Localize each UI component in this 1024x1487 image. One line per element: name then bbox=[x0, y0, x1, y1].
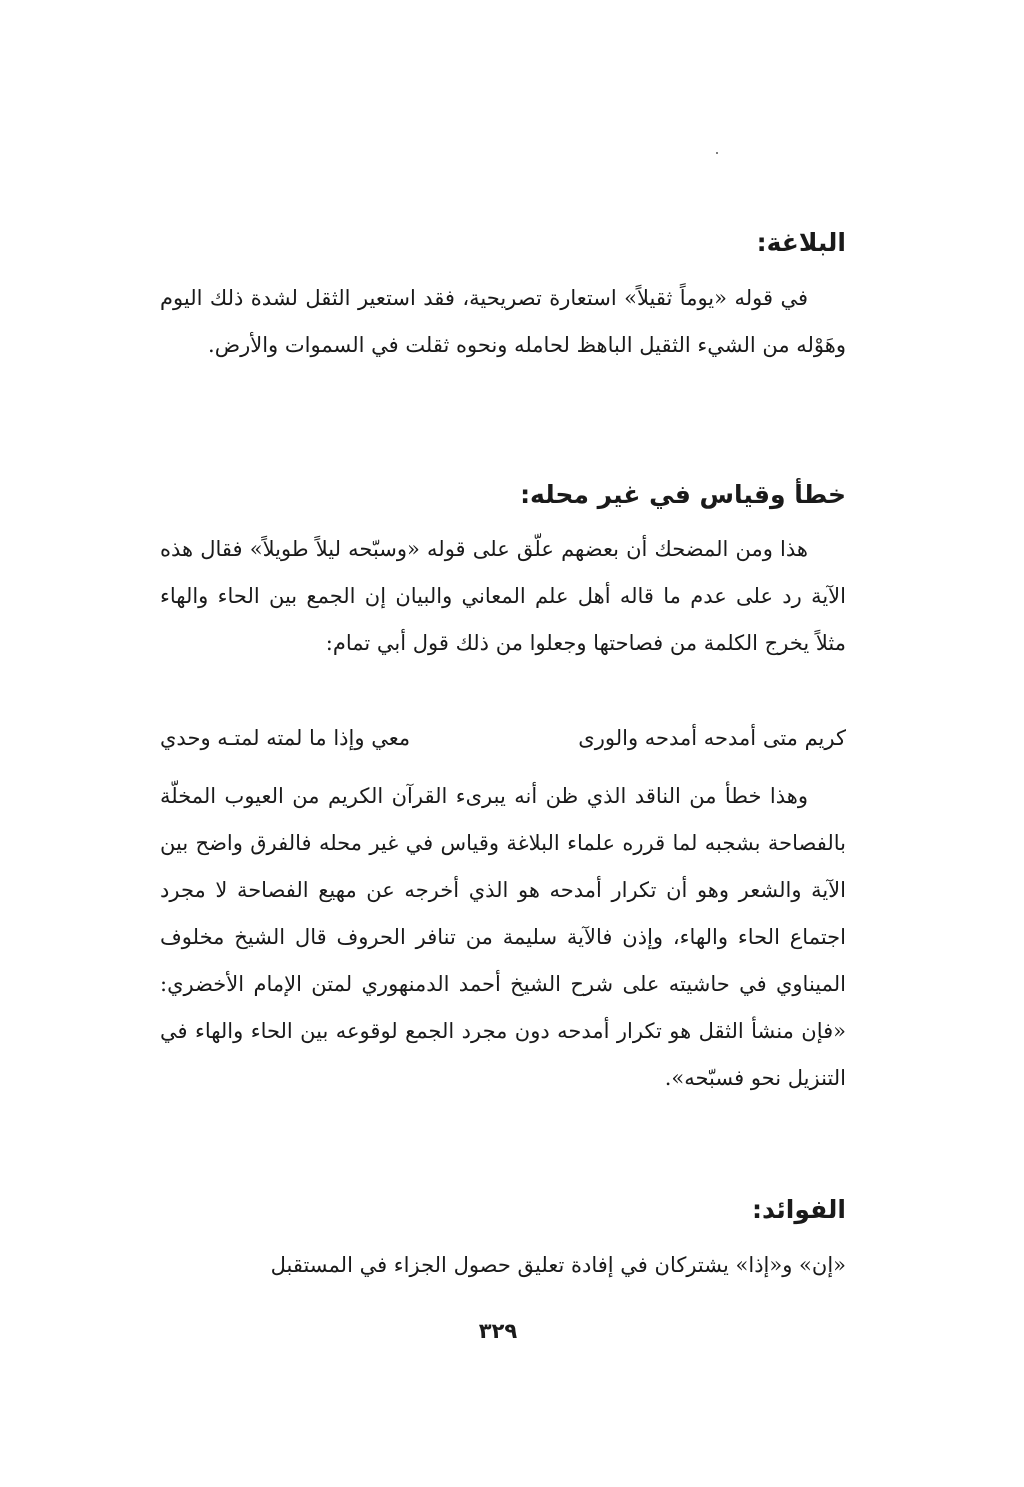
paragraph-text: وهذا خطأ من الناقد الذي ظن أنه يبرىء القرآن الكريم من العيوب المخلّة بالفصاحة بشجبه لما قرره علماء البلاغة وقياس في غير محله فالفرق واضح بين الآية والشعر وهو أن تكرار أمدحه هو الذي أخرجه عن مهيع الفصاحة لا مجرد اجتماع الحاء والهاء، وإذن فالآية سليمة من تنافر الحروف قال الشيخ مخلوف الميناوي في حاشيته على شرح الشيخ أحمد الدمنهوري لمتن الإمام الأخضري: «فإن منشأ الثقل هو تكرار أمدحه دون مجرد الجمع لوقوعه بين الحاء والهاء في التنزيل نحو فسبّحه». bbox=[160, 784, 846, 1090]
paragraph-text: في قوله «يوماً ثقيلاً» استعارة تصريحية، فقد استعير الثقل لشدة ذلك اليوم وهَوْله من الشيء الثقيل الباهظ لحامله ونحوه ثقلت في السموات والأرض. bbox=[160, 286, 846, 357]
heading-fawaid: الفوائد: bbox=[751, 1195, 846, 1224]
heading-balagha: البلاغة: bbox=[756, 228, 846, 257]
verse-first-hemistich: كريم متى أمدحه أمدحه والورى bbox=[578, 726, 846, 750]
scan-speck bbox=[716, 152, 718, 154]
verse-second-hemistich: معي وإذا ما لمته لمتـه وحدي bbox=[160, 726, 411, 750]
poetry-verse bbox=[160, 718, 846, 758]
book-page bbox=[150, 0, 846, 1487]
paragraph-text: هذا ومن المضحك أن بعضهم علّق على قوله «وسبّحه ليلاً طويلاً» فقال هذه الآية رد على عدم ما قاله أهل علم المعاني والبيان إن الجمع بين الحاء والهاء مثلاً يخرج الكلمة من فصاحتها وجعلوا من ذلك قول أبي تمام: bbox=[160, 537, 846, 655]
paragraph-balagha bbox=[160, 275, 846, 369]
paragraph-text: «إن» و«إذا» يشتركان في إفادة تعليق حصول الجزاء في المستقبل bbox=[270, 1253, 846, 1277]
paragraph-khata-critique bbox=[160, 773, 846, 1102]
page-number: ٣٢٩ bbox=[478, 1319, 518, 1343]
paragraph-khata-intro bbox=[160, 526, 846, 667]
paragraph-fawaid bbox=[160, 1242, 846, 1289]
heading-khata: خطأ وقياس في غير محله: bbox=[520, 480, 846, 509]
